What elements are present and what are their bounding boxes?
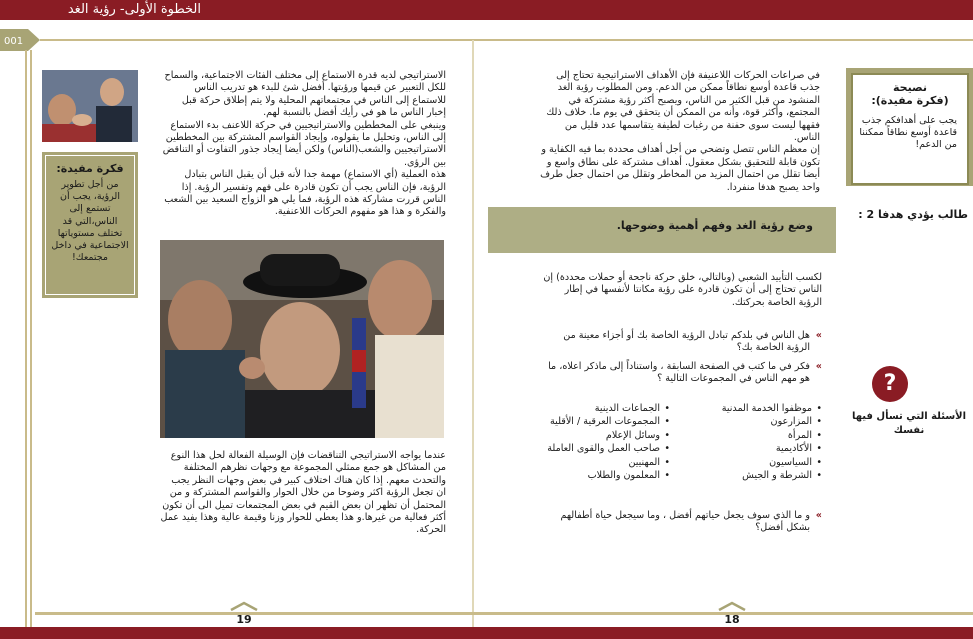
- left-column-text: [160, 70, 446, 219]
- photo-illustration: [160, 240, 444, 438]
- list-item: • المجموعات العرقية / الأقلية: [520, 415, 670, 428]
- right-intro-text: [540, 70, 820, 194]
- advice-subtitle: (فكرة مفيدة):: [871, 94, 949, 107]
- left-p1: الاستراتيجي لديه قدرة الاستماع إلى مختلف الفئات الاجتماعية، والسماح للكل التعبير عن قيمها ورؤيتها. أفضل شئ للبدء هو تدريب الناس للاستماع إلى الناس في مجتمعاتهم المحلية ولا يتم إطلاق حركة قبل إخبار الناس ما هو في رأيك أفضل بالنسبة لهم.: [164, 70, 446, 119]
- list-item: • الجماعات الدينية: [520, 402, 670, 415]
- left-p3: هذه العملية (أي الاستماع) مهمة جدا لأنه قبل أن يقبل الناس بتبادل الرؤية، فإن الناس يجب أن تكون قادرة على فهم وتفسير الرؤية. إذا الناس قررت مشاركة هذه الرؤية، فما يلي هو الزواج السعيد بين الشعب والفكرة و هذا هو مفهوم الحركات اللاعنفية.: [164, 169, 446, 218]
- band-after-text: لكسب التأييد الشعبي (وبالتالي، خلق حركة ناجحة أو حملات محددة) إن الناس تحتاج إلى أن تكون قادرة على رؤية مكانتا لأنفسها في إطار الرؤية الخاصة بحركتك.: [543, 272, 822, 308]
- photo-crowd-men: [160, 240, 444, 438]
- page-number-left: 19: [236, 613, 252, 626]
- final-question: [560, 510, 822, 541]
- right-intro-p2: إن معظم الناس تتصل وتضحي من أجل أهداف محددة بما فيه الكفاية و تكون قابلة للتحقيق بشكل معقول. أهداف مشتركة على نطاق واسع و أيضا تقلل من احتمال المزيد من المخاطر وتقلل من احتمال جعل طرف واحد يصبح هدفا منفردا.: [540, 144, 820, 193]
- advice-text: يجب على أهدافكم جذب قاعدة أوسع نطاقاً ممكننا من الدعم!: [859, 115, 957, 150]
- left-margin-rule: [25, 50, 27, 627]
- left-p4: عندما يواجه الاستراتيجي التناقضات فإن الوسيلة الفعالة لحل هذا النوع من المشاكل هو جمع ممثلي المجموعة مع وجهات نظرهم المختلفة والتحدث معهم. إذا كان هناك اختلاف كبير في بعض وجهات النظر يجب ان تجعل الرؤية اكثر وضوحا من خلال الحوار والقواسم المشتركة و من المحتمل أن تظهر ان بعض القيم في بعض المجتمعات تميل الى أن تكون أكثر فعالية من غيرها.و هذا يعطي للحوار وزنا وقيمة عالية وهذا يفيد عمل الحركة.: [160, 450, 446, 536]
- page-number-right: 18: [724, 613, 740, 626]
- list-item: • المعلمون والطلاب: [520, 469, 670, 482]
- list-item: • المهنيين: [520, 456, 670, 469]
- left-margin-rule-2: [30, 50, 32, 627]
- list-item: • وسائل الإعلام: [520, 429, 670, 442]
- list-item: • صاحب العمل والقوى العاملة: [520, 442, 670, 455]
- question-mark-icon: ?: [872, 366, 908, 402]
- photo-politician: [42, 70, 138, 142]
- page-chevron-icon: [229, 600, 259, 612]
- right-intro-p1: في صراعات الحركات اللاعنيفة فإن الأهداف الاستراتيجية تحتاج إلى جذب قاعدة أوسع نطاقاً ممكن من الدعم. ومن المطلوب رؤية الغد المنشود من قبل الكثير من الناس، ويصبح أكثر رؤية مشتركة في المجتمع، وأكثر قوة، وأنه من الممكن أن يتحقق في يوم ما. خلاف ذلك فقهها ليست سوى حفنة من رغبات لطيفة يتقاسمها عدد قليل من الناس.: [546, 70, 820, 144]
- top-rule: [40, 39, 973, 41]
- groups-list-left: [520, 402, 670, 482]
- useful-idea-box: [42, 152, 138, 298]
- advice-title: نصيحة: [892, 81, 928, 94]
- question-item: » فكر في ما كتب في الصفحة السابقة ، واستناداً إلى ماذكر اعلاه، ما هو مهم الناس في المجموعات التالية ؟: [540, 361, 822, 386]
- photo-illustration: [42, 70, 138, 142]
- page-tag-marker: [0, 29, 40, 51]
- groups-list-right: [692, 402, 822, 482]
- list-item: • الأكاديمية: [692, 442, 822, 455]
- page-tag-text: 001: [4, 36, 24, 47]
- page-chevron-icon: [717, 600, 747, 612]
- goal-band-text: وضع رؤية الغد وفهم أهمية وضوحها.: [616, 219, 813, 232]
- footer-bar: [0, 627, 973, 639]
- questions-caption: الأسئلة التي تسأل فيها نفسك: [851, 411, 967, 436]
- bottom-rule: [35, 612, 973, 615]
- page-gutter: [472, 40, 474, 627]
- useful-idea-title: فكرة مفيدة:: [56, 162, 124, 175]
- useful-idea-text: من أجل تطوير الرؤية، يجب أن تستمع إلى الناس،التي قد تختلف مستوياتها الاجتماعية في داخل مجتمعك!: [51, 179, 129, 264]
- list-item: • المزارعون: [692, 415, 822, 428]
- goal-label: طالب يؤدي هدفا 2 :: [858, 208, 968, 221]
- question-item: » هل الناس في بلدكم تبادل الرؤية الخاصة بك أو أجزاء معينة من الرؤية الخاصة بك؟: [540, 330, 822, 355]
- list-item: • السياسيون: [692, 456, 822, 469]
- left-p2: وينبغي على المخططين والاستراتيجيين في حركة اللاعنف بدء الاستماع إلى الناس، وتحليل ما يقولوه، وإيجاد القواسم المشتركة بين المخططين الاستراتيجيين والشعب(الناس) ولكن أيضا إيجاد جذور التفاوت أو التناقض بين الرؤى.: [162, 119, 446, 168]
- list-item: • المرأة: [692, 429, 822, 442]
- list-item: • موظفوا الخدمة المدنية: [692, 402, 822, 415]
- question-list: [540, 330, 822, 392]
- question-item: » و ما الذي سوف يجعل حياتهم أفضل ، وما سيجعل حياة أطفالهم بشكل أفضل؟: [560, 510, 822, 535]
- list-item: • الشرطة و الجيش: [692, 469, 822, 482]
- page-title: الخطوة الأولى- رؤية الغد: [67, 2, 201, 17]
- advice-box: [851, 73, 969, 185]
